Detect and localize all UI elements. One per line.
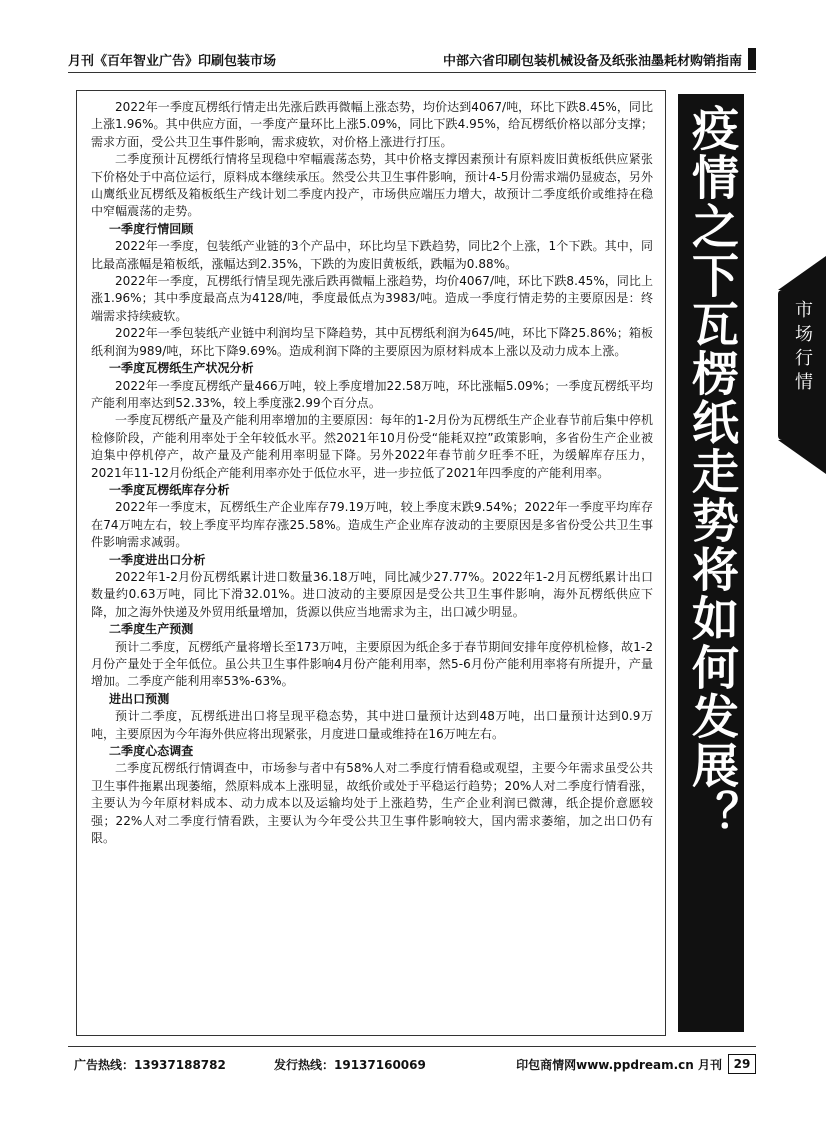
body-paragraph: 二季度预计瓦楞纸行情将呈现稳中窄幅震荡态势，其中价格支撑因素预计有原料废旧黄板纸供应紧张下价格处于中高位运行，原料成本继续承压。然受公共卫生事件影响，预计4-5月份需求端仍显疲态，另外山鹰纸业瓦楞纸及箱板纸生产线计划二季度内投产，市场供应端压力增大，故预计二季度纸价或维持在稳中窄幅震荡的走势。: [91, 152, 654, 219]
section-subheading: 二季度生产预测: [109, 622, 194, 637]
page-footer: [68, 1054, 756, 1074]
magazine-name: 月刊《百年智业广告》印刷包装市场: [68, 54, 277, 69]
section-subheading: 二季度心态调查: [109, 744, 194, 759]
article-body: [76, 90, 666, 1036]
body-paragraph: 2022年一季度瓦楞纸行情走出先涨后跌再微幅上涨态势，均价达到4067/吨，环比下跌8.45%，同比上涨1.96%。其中供应方面，一季度产量环比上涨5.09%，同比下跌4.95%，给瓦楞纸价格以部分支撑；需求方面，受公共卫生事件影响，需求疲软，对价格上涨进行打压。: [91, 100, 653, 149]
body-paragraph: 2022年一季包装纸产业链中利润均呈下降趋势，其中瓦楞纸利润为645/吨，环比下降25.86%；箱板纸利润为989/吨，环比下降9.69%。造成利润下降的主要原因为原材料成本上涨以及动力成本上涨。: [91, 326, 653, 358]
header-block-mark: [748, 48, 756, 70]
section-subheading: 一季度行情回顾: [109, 221, 194, 236]
body-paragraph: 预计二季度，瓦楞纸产量将增长至173万吨，主要原因为纸企多于春节期间安排年度停机检修，故1-2月份产量处于全年低位。虽公共卫生事件影响4月份产能利用率，然5-6月份产能利用率将有所提升，产量增加。二季度产能利用率53%-63%。: [91, 639, 653, 689]
ad-hotline: 广告热线：13937188782: [74, 1058, 226, 1072]
body-paragraph: 2022年一季度，瓦楞纸行情呈现先涨后跌再微幅上涨趋势，均价4067/吨，环比下跌8.45%，同比上涨1.96%；其中季度最高点为4128/吨，季度最低点为3983/吨。造成一季度行情走势的主要原因是：终端需求持续疲软。: [91, 274, 653, 323]
page-number: 29: [728, 1054, 756, 1074]
body-paragraph: 二季度瓦楞纸行情调查中，市场参与者中有58%人对二季度行情看稳或观望，主要今年需求虽受公共卫生事件拖累出现萎缩，然原料成本上涨明显，故纸价或处于平稳运行趋势；20%人对二季度行情看涨，主要认为今年原材料成本、动力成本以及运输均处于上涨趋势，生产企业利润已微薄，纸企提价意愿较强；22%人对二季度行情看跌，主要认为今年受公共卫生事件影响较大，国内需求萎缩，加之出口仍有限。: [91, 761, 653, 846]
section-tab-top-bevel: [778, 256, 826, 290]
section-subheading: 进出口预测: [109, 691, 170, 706]
section-subheading: 一季度瓦楞纸生产状况分析: [109, 361, 254, 376]
footer-rule: [68, 1046, 756, 1047]
body-paragraph: 一季度瓦楞纸产量及产能利用率增加的主要原因：每年的1-2月份为瓦楞纸生产企业春节前后集中停机检修阶段，产能利用率处于全年较低水平。然2021年10月份受“能耗双控”政策影响，多省份生产企业被迫集中停机停产，故产量及产能利用率明显下降。另外2022年春节前夕旺季不旺，为缓解库存压力，2021年11-12月份纸企产能利用率亦处于低位水平，进一步拉低了2021年四季度的产能利用率。: [91, 413, 653, 480]
article-title: 疫情之下瓦楞纸走势将如何发展？: [684, 104, 739, 839]
section-tab-bottom-bevel: [778, 440, 826, 474]
section-subheading: 一季度瓦楞纸库存分析: [109, 482, 230, 497]
issue-hotline: 发行热线：19137160069: [274, 1058, 426, 1072]
page-header: [68, 48, 756, 70]
body-paragraph: 2022年一季度末，瓦楞纸生产企业库存79.19万吨，较上季度末跌9.54%；2022年一季度平均库存在74万吨左右，较上季度平均库存涨25.58%。造成生产企业库存波动的主要原因是多省份受公共卫生事件影响需求减弱。: [91, 500, 653, 550]
title-column: [678, 94, 744, 1032]
body-paragraph: 2022年一季度瓦楞纸产量466万吨，较上季度增加22.58万吨，环比涨幅5.09%；一季度瓦楞纸平均产能利用率达到52.33%，较上季度涨2.99个百分点。: [91, 378, 653, 410]
body-paragraph: 2022年一季度，包装纸产业链的3个产品中，环比均呈下跌趋势，同比2个上涨，1个下跌。其中，同比最高涨幅是箱板纸，涨幅达到2.35%，下跌的为废旧黄板纸，跌幅为0.88%。: [91, 239, 653, 271]
section-tab: [778, 290, 826, 440]
header-rule: [68, 72, 756, 73]
body-paragraph: 预计二季度，瓦楞纸进出口将呈现平稳态势，其中进口量预计达到48万吨，出口量预计达到0.9万吨，主要原因为今年海外供应将出现紧张，月度进口量或维持在16万吨左右。: [91, 709, 653, 741]
magazine-tagline: 中部六省印刷包装机械设备及纸张油墨耗材购销指南: [442, 54, 742, 69]
body-paragraph: 2022年1-2月份瓦楞纸累计进口数量36.18万吨，同比减少27.77%。2022年1-2月瓦楞纸累计出口数量约0.63万吨，同比下滑32.01%。进口波动的主要原因是受公共卫生事件影响，海外瓦楞纸供应下降，加之海外快递及外贸用纸量增加，货源以供应当地需求为主，出口减少明显。: [91, 569, 653, 619]
section-tab-label: 市场行情: [792, 300, 813, 396]
section-subheading: 一季度进出口分析: [109, 552, 206, 567]
website-link[interactable]: 印包商情网www.ppdream.cn 月刊: [516, 1058, 722, 1072]
